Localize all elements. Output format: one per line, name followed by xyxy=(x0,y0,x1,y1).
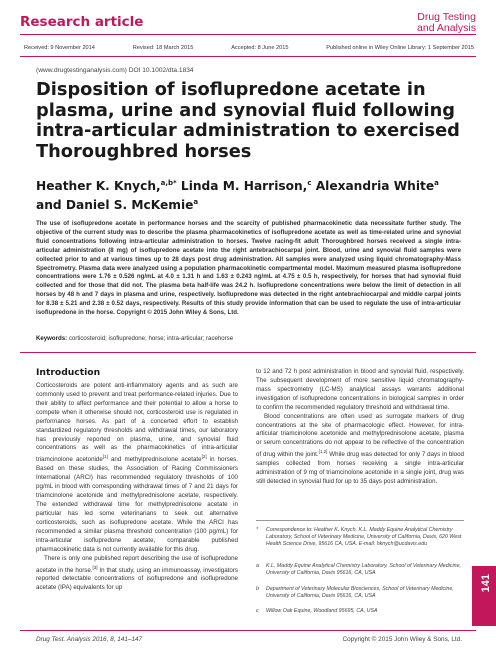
keywords xyxy=(36,335,461,342)
footnote-rule xyxy=(256,520,464,521)
published-date: Published online in Wiley Online Library: 1 September 2015 xyxy=(326,45,474,51)
citation-ref[interactable]: [1,2] xyxy=(318,449,328,455)
article-dates xyxy=(24,45,474,51)
keywords-text: corticosteroid; isoflupredone; horse; intra-articular; racehorse xyxy=(67,335,234,342)
column-right xyxy=(256,368,464,487)
section-heading-introduction: Introduction xyxy=(36,367,101,378)
author-4[interactable]: and Daniel S. McKemie xyxy=(36,198,194,213)
revised-date: Revised: 18 March 2015 xyxy=(132,45,194,51)
page-number: 141 xyxy=(480,574,492,593)
author-1-affil: a,b* xyxy=(160,179,177,187)
intro-paragraph-3: to 12 and 72 h post administration in blood and synovial fluid, respectively. The subsequent development of more sensitive liquid chromatography-mass spectrometry (LC-MS) analytical assays warrants additional investigation of isoflupredone concentrations in biological samples in order to confirm the recommended regulatory threshold and withdrawal time. xyxy=(256,368,464,411)
citation-ref[interactable]: [1] xyxy=(102,454,108,460)
footnote-affil-c: c Willow Oak Equine, Woodland 95695, CA, USA xyxy=(256,608,378,614)
abstract: The use of isoflupredone acetate in performance horses and the scarcity of published pharmacokinetic data necessitate further study. The objective of the current study was to describe the plasma pharmacokinetics of isoflupredone acetate as well as time-related urine and synovial fluid concentrations following intra-articular administration to horses. Twelve racing-fit adult Thoroughbred horses received a single intra-articular administration (8 mg) of isoflupredone acetate into the right antebrachiocarpal joint. Blood, urine and synovial fluid samples were collected prior to and at various times up to 28 days post drug administration. All samples were analyzed using liquid chromatography-Mass Spectrometry. Plasma data were analyzed using a population pharmacokinetic compartmental model. Maximum measured plasma isoflupredone concentrations were 1.76 ± 0.526 ng/mL at 4.0 ± 1.31 h and 1.63 ± 0.243 ng/mL at 4.75 ± 0.5 h, respectively, for horses that had synovial fluid collected and for those that did not. The plasma beta half-life was 24.2 h. Isoflupredone concentrations were below the limit of detection in all horses by 48 h and 7 days in plasma and urine, respectively. Isoflupredone was detected in the right antebrachiocarpal and middle carpal joints for 8.38 ± 5.21 and 2.38 ± 0.52 days, respectively. Results of this study provide information that can be used to regulate the use of intra-articular isoflupredone in the horse. Copyright © 2015 John Wiley & Sons, Ltd. xyxy=(36,220,461,317)
header-rule xyxy=(20,34,476,35)
citation-ref[interactable]: [3] xyxy=(92,564,98,570)
article-title: Disposition of isoflupredone acetate in plasma, urine and synovial fluid following intra-articular administration to exercised Thoroughbred horses xyxy=(36,79,460,162)
footnote-correspondence: * Correspondence to: Heather K. Knych, K.L. Maddy Equine Analytical Chemistry Laboratory, School of Veterinary Medicine, University of California, Davis, 620 West Health Science Drive, 95616 CA, USA. E-mail: hknych@ucdavis.edu xyxy=(256,527,462,548)
journal-name xyxy=(417,12,476,34)
footer-rule xyxy=(20,630,476,631)
doi-line[interactable]: (www.drugtestinganalysis.com) DOI 10.1002/dta.1834 xyxy=(36,67,194,74)
author-1[interactable]: Heather K. Knych, xyxy=(36,179,161,194)
author-4-affil: a xyxy=(193,198,199,207)
footnote-affil-b: b Department of Veterinary Molecular Biosciences, School of Veterinary Medicine, University of California, Davis 95616, CA, USA xyxy=(256,586,454,600)
accepted-date: Accepted: 8 June 2015 xyxy=(231,45,289,51)
intro-paragraph-1: Corticosteroids are potent anti-inflammatory agents and as such are commonly used to prevent and treat performance-related injuries. Due to their ability to affect performance and their potential to allow a horse to compete when it otherwise should not, corticosteroid use is regulated in performance horses. As part of a concerted effort to establish standardized regulatory thresholds and withdrawal times, our laboratory has previously reported on plasma, urine, and synovial fluid concentrations as well as the pharmacokinetics of intra-articular triamcinolone acetonide[1] and methylprednisolone acetate[2] in horses. Based on these studies, the Association of Racing Commissioners International (ARCI) has recommended regulatory thresholds of 100 pg/mL in blood with corresponding withdrawal times of 7 and 21 days for triamcinolone acetonide and methylprednisolone acetate, respectively. The extended withdrawal time for methylprednisolone acetate in particular has led some veterinarians to seek out alternative corticosteroids, such as isoflupredone acetate. While the ARCI has recommended a similar plasma threshold concentration (100 pg/mL) for intra-articular isoflupredone acetate, comparable published pharmacokinetic data is not currently available for this drug. xyxy=(36,382,238,553)
journal-name-line1: Drug Testing xyxy=(417,11,476,23)
section-label: Research article xyxy=(20,14,144,30)
author-2-affil: c xyxy=(307,179,312,187)
page-header xyxy=(20,11,476,34)
column-left xyxy=(36,382,238,593)
author-2[interactable]: Linda M. Harrison, xyxy=(176,179,308,194)
citation-ref[interactable]: [2] xyxy=(201,454,207,460)
author-list xyxy=(36,175,456,213)
footer-citation: Drug Test. Analysis 2016, 8, 141–147 xyxy=(36,636,143,643)
intro-paragraph-4: Blood concentrations are often used as surrogate markers of drug concentrations at the site of pharmacologic effect. However, for intra-articular triamcinolone acetonide and methylprednisolone acetate, plasma or serum concentrations do not appear to be reflective of the concentration of drug within the joint.[1,2] While drug was detected for only 7 days in blood samples collected from horses receiving a single intra-articular administration of 9 mg of triamcinolone acetonide in a single joint, drug was still detected in synovial fluid for up to 35 days post administration. xyxy=(256,412,464,486)
author-3-affil: a xyxy=(434,179,439,187)
received-date: Received: 9 November 2014 xyxy=(24,45,95,51)
dates-rule xyxy=(20,56,476,57)
keywords-rule xyxy=(20,352,476,353)
footer-copyright: Copyright © 2015 John Wiley & Sons, Ltd. xyxy=(342,636,462,643)
keywords-label: Keywords: xyxy=(36,335,68,342)
footnote-affil-a: a K.L. Maddy Equine Analytical Chemistry Laboratory, School of Veterinary Medicine, University of California, Davis 95616, CA, USA xyxy=(256,563,461,577)
journal-name-line2: and Analysis xyxy=(417,22,476,34)
intro-paragraph-2: There is only one published report describing the use of isoflupredone acetate in the horse.[3] In that study, using an immunoassay, investigators reported detectable concentrations of isoflupredone and isoflupredone acetate (IPA) equivalents for up xyxy=(36,554,238,592)
author-3[interactable]: Alexandria White xyxy=(311,179,435,194)
